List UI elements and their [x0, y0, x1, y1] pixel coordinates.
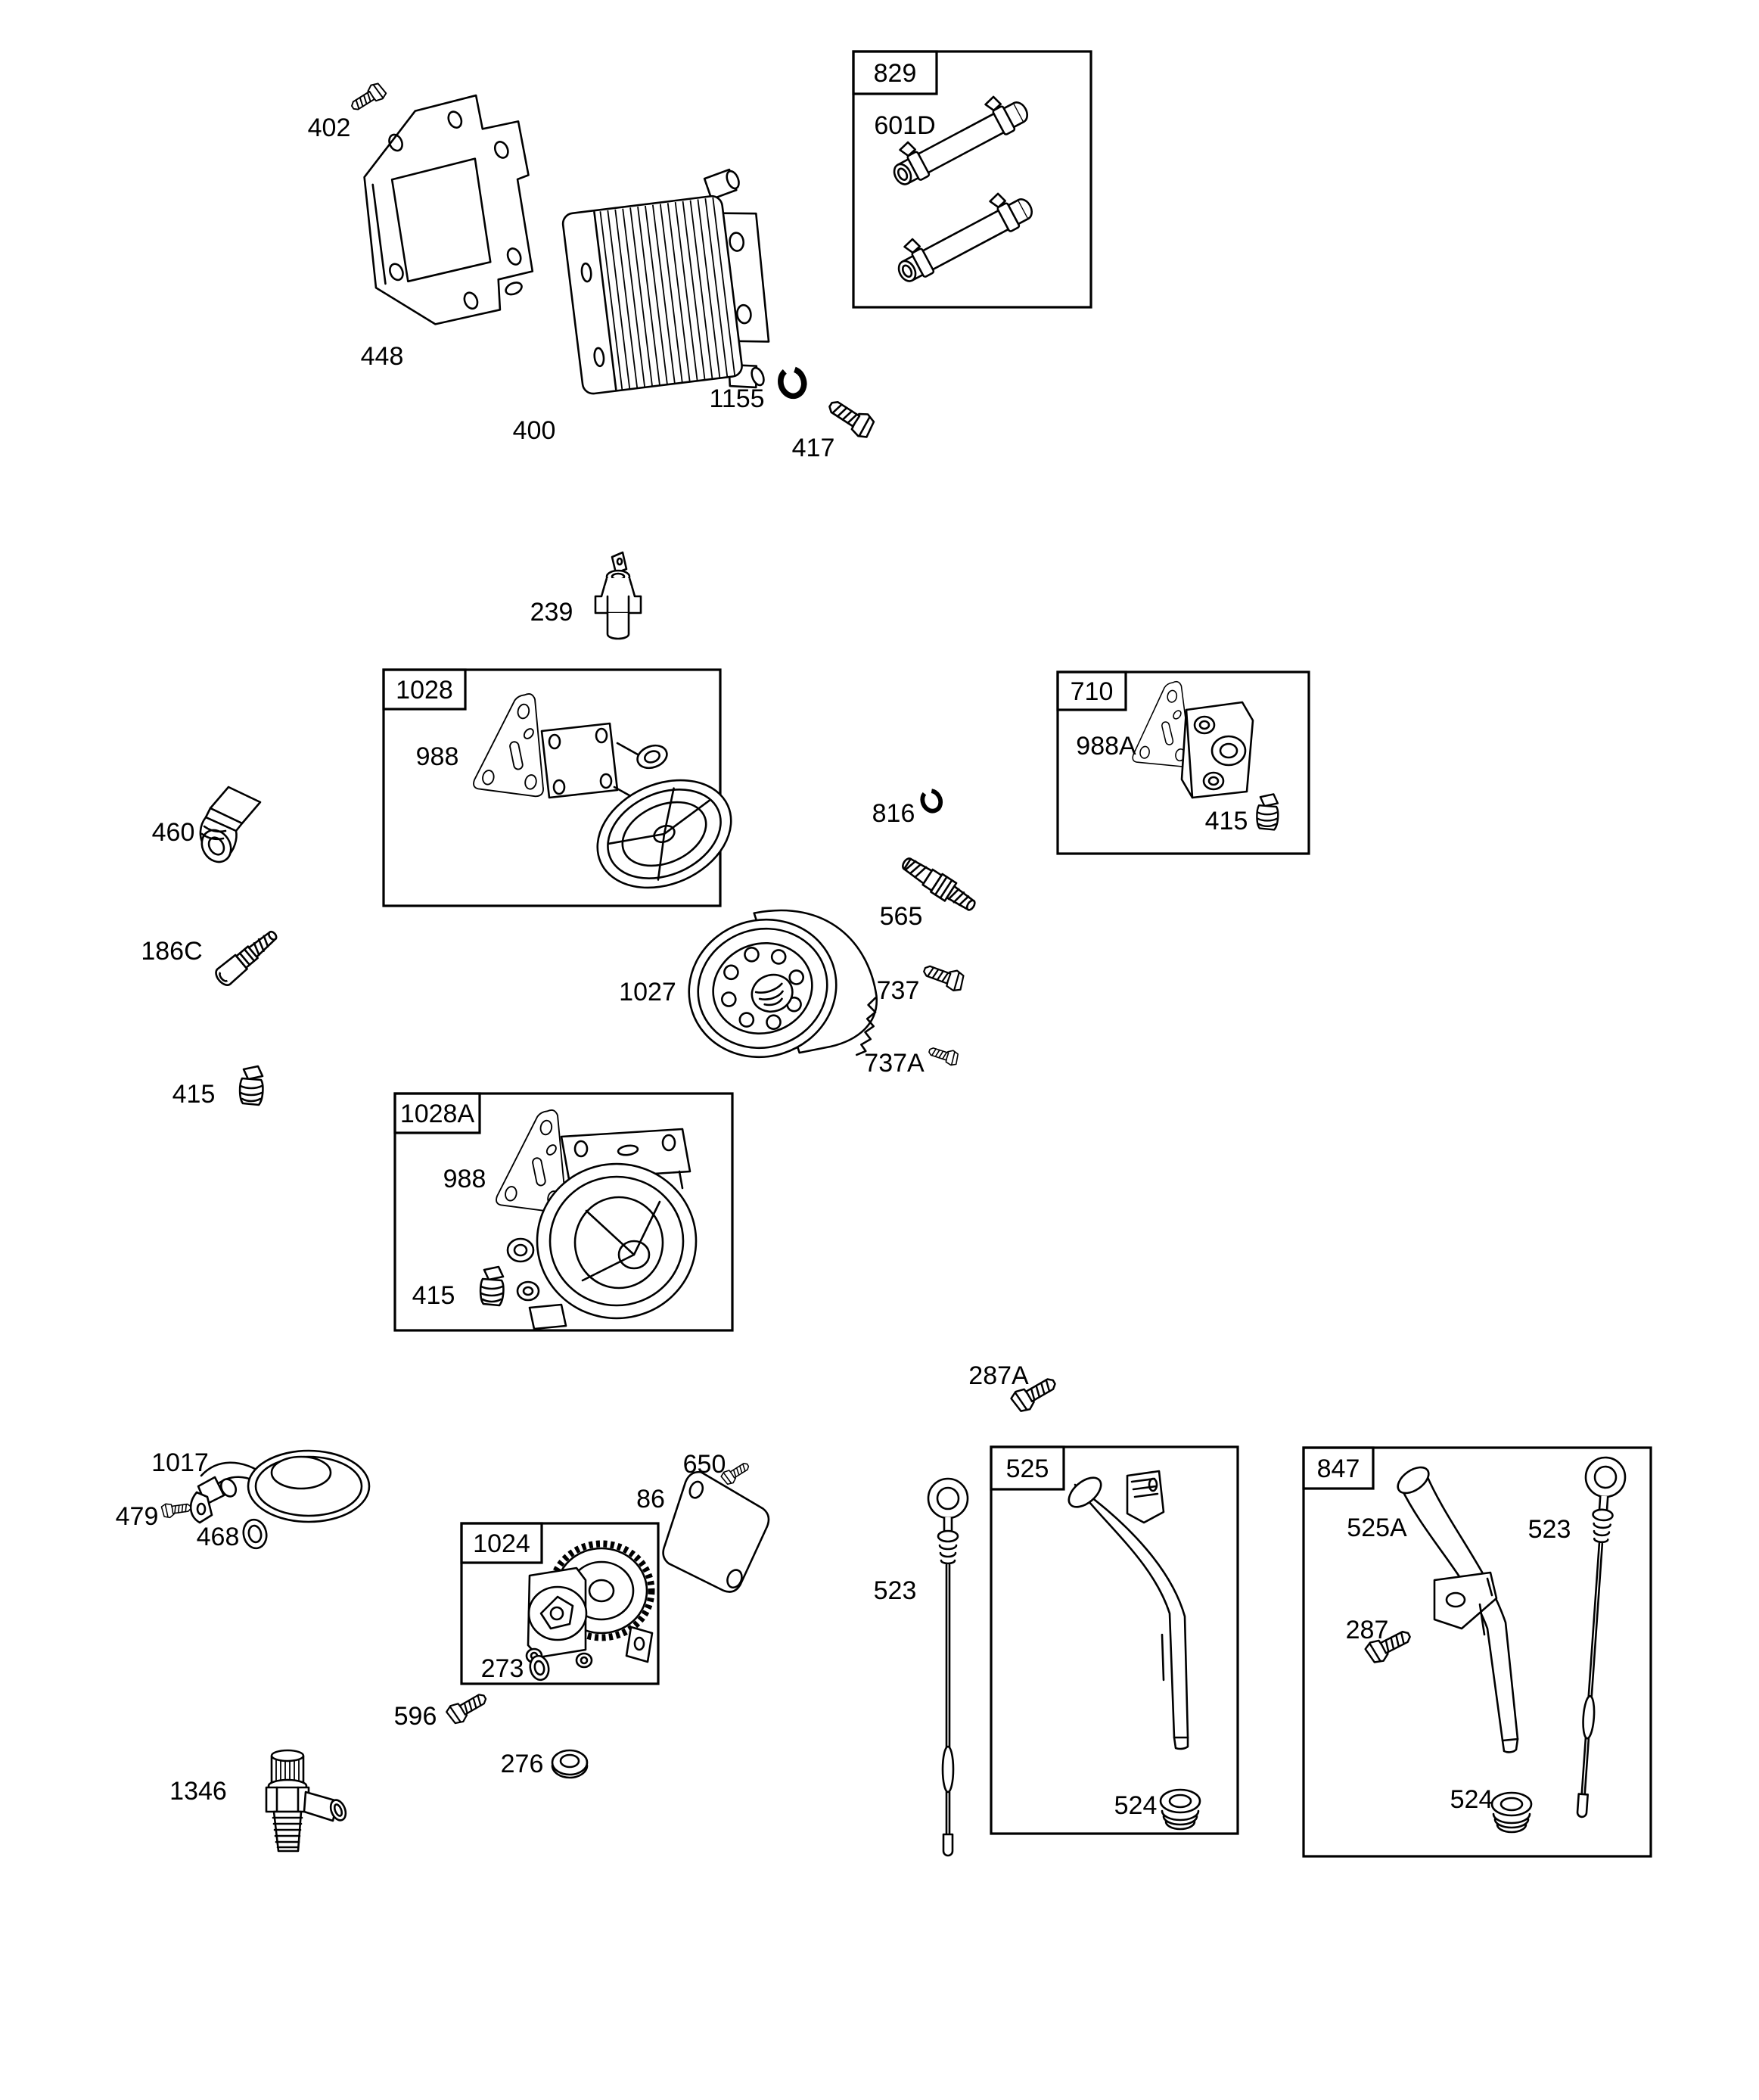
retaining-clip-816 [919, 789, 943, 814]
part-label-988a: 988A [1076, 732, 1136, 761]
group-box-525 [991, 1447, 1238, 1834]
part-label-417: 417 [791, 434, 835, 462]
pipe-plug-415-left [240, 1066, 263, 1105]
bolt-737a [928, 1044, 960, 1066]
group-label-1028a: 1028A [399, 1100, 475, 1128]
part-label-565: 565 [879, 902, 923, 931]
part-label-988-1028a: 988 [443, 1165, 486, 1193]
oil-filter-1027 [670, 885, 894, 1099]
bolt-596 [445, 1689, 490, 1727]
part-label-524-847: 524 [1450, 1785, 1493, 1814]
group-label-710: 710 [1070, 677, 1114, 706]
part-label-287a: 287A [968, 1361, 1029, 1390]
part-label-816: 816 [872, 799, 915, 828]
pipe-plug-415-710 [1257, 794, 1278, 829]
gasket-86 [653, 1468, 776, 1597]
part-label-650: 650 [682, 1450, 726, 1479]
part-label-523-right: 523 [1527, 1515, 1571, 1544]
bushing-524-525 [1161, 1790, 1200, 1829]
part-label-1346: 1346 [169, 1777, 227, 1806]
part-label-1017: 1017 [151, 1448, 209, 1477]
group-label-829: 829 [873, 59, 917, 88]
part-label-415-left: 415 [172, 1080, 216, 1109]
part-label-186c: 186C [141, 937, 203, 966]
part-label-1027: 1027 [619, 978, 676, 1006]
part-label-523-left: 523 [873, 1576, 917, 1605]
elbow-fitting-460 [196, 787, 260, 867]
part-label-596: 596 [393, 1702, 437, 1731]
group-label-1024: 1024 [473, 1529, 530, 1558]
washer-276 [552, 1750, 587, 1778]
dipstick-523-left [928, 1479, 968, 1856]
part-label-448: 448 [360, 342, 404, 371]
barb-fitting-186c [213, 926, 281, 988]
oil-filter-adapter-1028 [542, 723, 748, 908]
part-label-988-1028: 988 [415, 742, 459, 771]
part-label-468: 468 [196, 1523, 240, 1551]
part-label-460: 460 [151, 818, 195, 847]
part-label-524-525: 524 [1114, 1791, 1158, 1820]
part-label-402: 402 [307, 114, 351, 142]
oil-pressure-switch-239 [595, 552, 641, 639]
group-box-829 [853, 51, 1091, 307]
part-label-1155: 1155 [709, 384, 765, 413]
oil-fill-tube-525 [1064, 1471, 1188, 1749]
part-label-86: 86 [636, 1485, 665, 1514]
oil-fill-tube-525a [1394, 1462, 1518, 1752]
oil-cooler-400 [559, 167, 777, 409]
part-label-601d: 601D [874, 111, 936, 140]
part-label-239: 239 [530, 598, 573, 627]
part-label-415-710: 415 [1204, 807, 1248, 835]
lock-washer-1155 [778, 367, 806, 398]
oil-pump-1024 [527, 1544, 652, 1667]
part-label-400: 400 [512, 416, 556, 445]
bushing-524-847 [1492, 1793, 1531, 1832]
bracket-448 [357, 91, 543, 330]
part-label-479: 479 [115, 1502, 159, 1531]
part-label-737a: 737A [864, 1049, 925, 1078]
dipstick-523-right [1562, 1456, 1627, 1818]
screw-402 [348, 81, 387, 115]
part-label-287: 287 [1345, 1616, 1389, 1644]
seal-468 [241, 1517, 269, 1550]
oil-pickup-1017 [191, 1451, 369, 1523]
relief-valve-1346 [266, 1750, 349, 1851]
bolt-737 [921, 960, 966, 993]
part-label-276: 276 [500, 1750, 544, 1778]
group-label-847: 847 [1316, 1454, 1360, 1483]
adapter-plate-710 [1182, 702, 1253, 798]
part-label-273: 273 [480, 1654, 524, 1683]
hose-601d-lower [888, 183, 1036, 287]
part-label-737: 737 [876, 976, 920, 1005]
screw-479 [161, 1501, 191, 1519]
pipe-plug-415-1028a [480, 1267, 503, 1305]
part-label-415-1028a: 415 [412, 1281, 455, 1310]
part-label-525a: 525A [1347, 1514, 1407, 1542]
group-label-1028: 1028 [396, 676, 453, 705]
group-label-525: 525 [1005, 1454, 1049, 1483]
